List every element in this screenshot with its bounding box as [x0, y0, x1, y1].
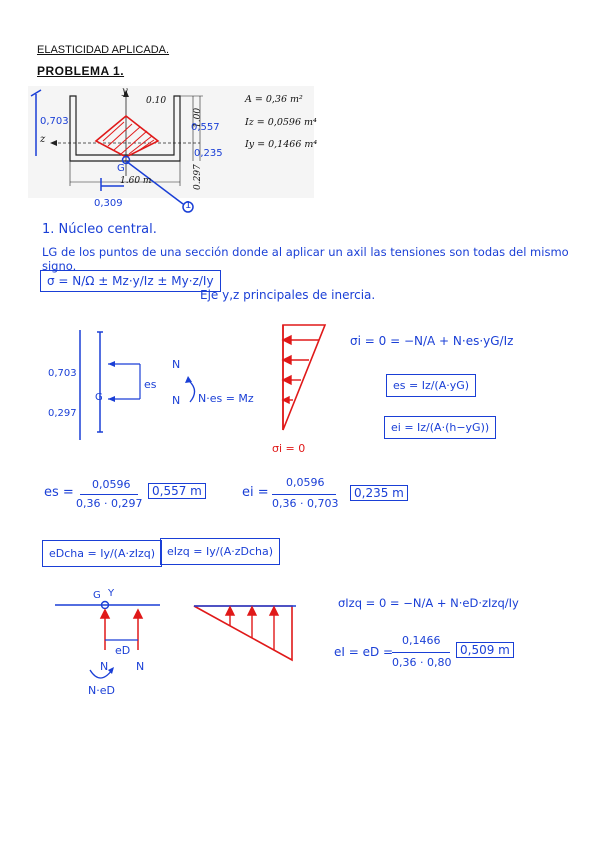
principal-axes-note: Eje y,z principales de inercia.: [200, 288, 376, 302]
eizq-box: eIzq = Iy/(A·zDcha): [160, 538, 280, 565]
edcha-box: eDcha = Iy/(A·zIzq): [42, 540, 162, 567]
stress-triangle-1: [275, 320, 335, 440]
hw-0309: 0,309: [94, 198, 123, 209]
stress-formula: σ = N/Ω ± Mz·y/Iz ± My·z/Iy: [40, 270, 221, 292]
eI-fraction-bar: [392, 652, 450, 653]
ei-den: 0,36 · 0,703: [272, 497, 339, 510]
es-lhs: es =: [44, 485, 74, 500]
d1-moment: N·es = Mz: [198, 392, 254, 405]
definition-text: LG de los puntos de una sección donde al aplicar un axil las tensiones son todas del mismo signo.: [42, 245, 569, 273]
sigma-i-zero-label: σi = 0: [272, 442, 306, 455]
d2-Y: Y: [108, 588, 115, 599]
d2-eD: eD: [115, 644, 131, 657]
d1-N-top: N: [172, 358, 181, 371]
hw-0235: 0,235: [194, 148, 223, 159]
es-result: 0,557 m: [148, 483, 206, 499]
stress-triangle-2: [192, 596, 302, 666]
d1-0297: 0,297: [48, 408, 77, 419]
ei-num: 0,0596: [286, 476, 325, 489]
diagram-axial-load: [40, 320, 300, 460]
eI-result: 0,509 m: [456, 642, 514, 658]
hw-0557: 0,557: [191, 122, 220, 133]
course-title: ELASTICIDAD APLICADA.: [37, 44, 170, 56]
problem-title: PROBLEMA 1.: [37, 64, 125, 78]
hw-0703: 0,703: [40, 116, 69, 127]
heading-nucleo-central: 1. Núcleo central.: [42, 222, 157, 237]
prop-iy: Iy = 0,1466 m⁴: [245, 139, 318, 150]
eq-es-box: es = Iz/(A·yG): [386, 374, 476, 397]
es-num: 0,0596: [92, 478, 131, 491]
eI-den: 0,36 · 0,80: [392, 656, 452, 669]
eq-sigma-i: σi = 0 = −N/A + N·es·yG/Iz: [350, 334, 514, 348]
hw-G: G: [117, 163, 125, 174]
hw-point1: 1: [185, 200, 192, 211]
eq-sigma-izq: σIzq = 0 = −N/A + N·eD·zIzq/Iy: [338, 596, 519, 610]
ei-fraction-bar: [272, 494, 336, 495]
es-fraction-bar: [80, 494, 138, 495]
d1-0703: 0,703: [48, 368, 77, 379]
prop-iz: Iz = 0,0596 m⁴: [245, 117, 317, 128]
section-figure-drawing: [28, 86, 314, 216]
eI-lhs: eI = eD =: [334, 645, 394, 659]
prop-area: A = 0,36 m²: [245, 94, 303, 105]
es-den: 0,36 · 0,297: [76, 497, 143, 510]
d2-moment: N·eD: [88, 684, 115, 697]
d1-G: G: [95, 392, 103, 403]
d2-N-left: N: [100, 660, 109, 673]
dim-010: 0.10: [146, 96, 167, 106]
dim-0297: 0.297: [193, 164, 203, 190]
core-diamond: [96, 116, 158, 157]
d1-es: es: [144, 378, 157, 391]
eI-num: 0,1466: [402, 634, 441, 647]
y-axis-label: y: [122, 86, 128, 97]
d2-N-right: N: [136, 660, 145, 673]
eq-ei-box: ei = Iz/(A·(h−yG)): [384, 416, 496, 439]
z-axis-label: z: [40, 134, 46, 145]
d1-N-bottom: N: [172, 394, 181, 407]
ei-result: 0,235 m: [350, 485, 408, 501]
dim-160: 1.60 m: [120, 176, 152, 186]
d2-G: G: [93, 590, 101, 601]
ei-lhs: ei =: [242, 485, 269, 500]
dim-100: 1.00: [193, 107, 203, 128]
